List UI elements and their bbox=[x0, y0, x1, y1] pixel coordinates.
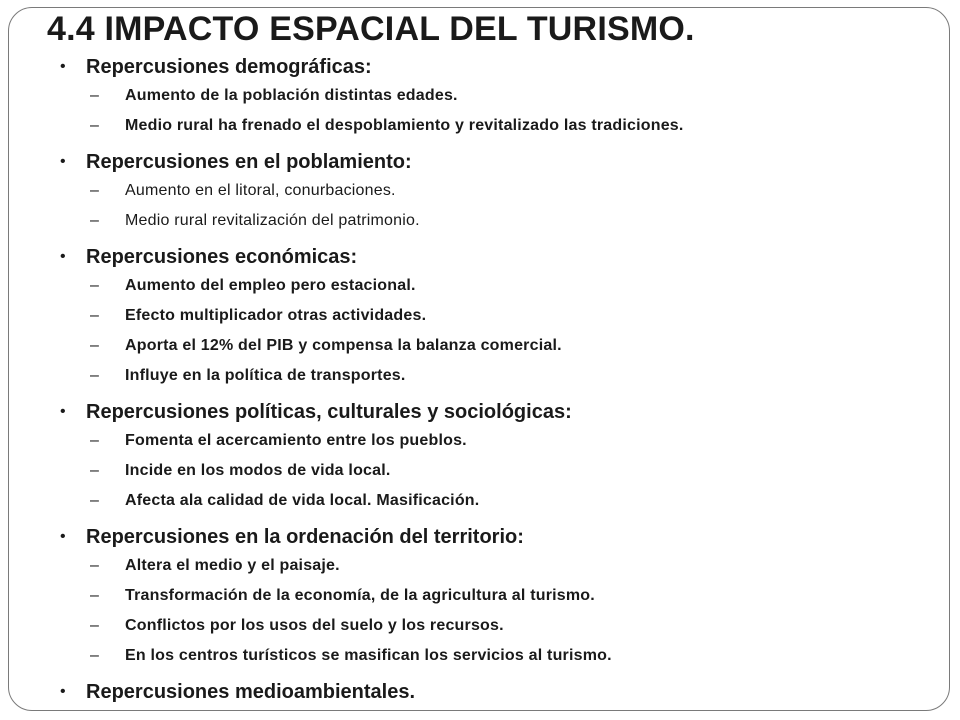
list-item-text: Influye en la política de transportes. bbox=[125, 367, 406, 384]
bullet-icon: • bbox=[60, 153, 66, 170]
slide-content bbox=[58, 53, 938, 706]
list-item bbox=[58, 551, 938, 581]
dash-icon: – bbox=[90, 492, 100, 509]
dash-icon: – bbox=[90, 277, 100, 294]
dash-icon: – bbox=[90, 117, 100, 134]
section-heading-ordenacion bbox=[58, 523, 938, 551]
section-heading-text: Repercusiones en la ordenación del territorio: bbox=[86, 526, 524, 548]
dash-icon: – bbox=[90, 587, 100, 604]
dash-icon: – bbox=[90, 647, 100, 664]
section-heading-text: Repercusiones demográficas: bbox=[86, 56, 372, 78]
section-heading-demograficas bbox=[58, 53, 938, 81]
list-item bbox=[58, 331, 938, 361]
list-item-text: Incide en los modos de vida local. bbox=[125, 462, 391, 479]
section-heading-politicas bbox=[58, 398, 938, 426]
dash-icon: – bbox=[90, 367, 100, 384]
bullet-icon: • bbox=[60, 528, 66, 545]
dash-icon: – bbox=[90, 557, 100, 574]
slide-title: 4.4 IMPACTO ESPACIAL DEL TURISMO. bbox=[45, 8, 701, 50]
section-heading-economicas bbox=[58, 243, 938, 271]
list-item-text: Fomenta el acercamiento entre los pueblos. bbox=[125, 432, 467, 449]
dash-icon: – bbox=[90, 307, 100, 324]
list-item bbox=[58, 426, 938, 456]
list-item-text: Afecta ala calidad de vida local. Masificación. bbox=[125, 492, 480, 509]
list-item-text: Aporta el 12% del PIB y compensa la balanza comercial. bbox=[125, 337, 562, 354]
section-heading-poblamiento bbox=[58, 148, 938, 176]
list-item-text: Medio rural revitalización del patrimonio. bbox=[125, 212, 420, 229]
list-item bbox=[58, 581, 938, 611]
bullet-icon: • bbox=[60, 248, 66, 265]
list-item bbox=[58, 301, 938, 331]
section-heading-text: Repercusiones políticas, culturales y sociológicas: bbox=[86, 401, 572, 423]
dash-icon: – bbox=[90, 432, 100, 449]
section-heading-text: Repercusiones medioambientales. bbox=[86, 681, 416, 703]
list-item-text: En los centros turísticos se masifican los servicios al turismo. bbox=[125, 647, 612, 664]
bullet-icon: • bbox=[60, 58, 66, 75]
bullet-icon: • bbox=[60, 403, 66, 420]
section-heading-text: Repercusiones económicas: bbox=[86, 246, 358, 268]
dash-icon: – bbox=[90, 617, 100, 634]
dash-icon: – bbox=[90, 87, 100, 104]
dash-icon: – bbox=[90, 337, 100, 354]
list-item bbox=[58, 641, 938, 671]
section-heading-text: Repercusiones en el poblamiento: bbox=[86, 151, 412, 173]
list-item bbox=[58, 361, 938, 391]
list-item-text: Aumento de la población distintas edades. bbox=[125, 87, 458, 104]
list-item bbox=[58, 111, 938, 141]
dash-icon: – bbox=[90, 462, 100, 479]
bullet-icon: • bbox=[60, 683, 66, 700]
list-item-text: Transformación de la economía, de la agricultura al turismo. bbox=[125, 587, 595, 604]
list-item bbox=[58, 456, 938, 486]
list-item-text: Efecto multiplicador otras actividades. bbox=[125, 307, 427, 324]
list-item-text: Aumento en el litoral, conurbaciones. bbox=[125, 182, 396, 199]
list-item bbox=[58, 206, 938, 236]
dash-icon: – bbox=[90, 182, 100, 199]
list-item bbox=[58, 271, 938, 301]
list-item bbox=[58, 176, 938, 206]
list-item-text: Medio rural ha frenado el despoblamiento y revitalizado las tradiciones. bbox=[125, 117, 684, 134]
list-item bbox=[58, 486, 938, 516]
list-item-text: Conflictos por los usos del suelo y los recursos. bbox=[125, 617, 504, 634]
list-item-text: Altera el medio y el paisaje. bbox=[125, 557, 340, 574]
dash-icon: – bbox=[90, 212, 100, 229]
list-item bbox=[58, 81, 938, 111]
list-item bbox=[58, 611, 938, 641]
section-heading-medioambientales bbox=[58, 678, 938, 706]
list-item-text: Aumento del empleo pero estacional. bbox=[125, 277, 416, 294]
